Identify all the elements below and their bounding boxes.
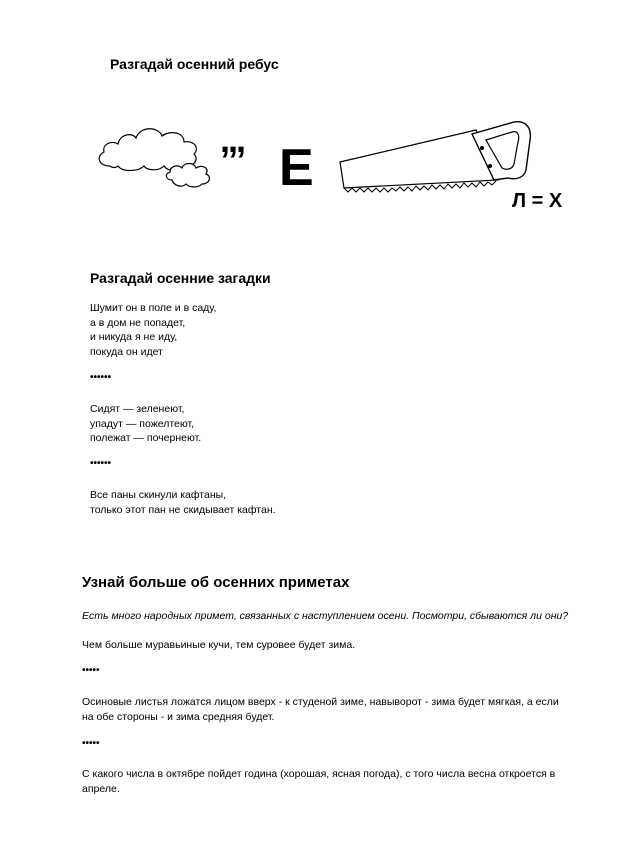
- riddles-title: Разгадай осенние загадки: [90, 270, 271, 286]
- omen-1: Чем больше муравьиные кучи, тем суровее будет зима.: [82, 639, 356, 651]
- omen-separator: •••••: [82, 738, 100, 749]
- omens-title: Узнай больше об осенних приметах: [82, 574, 350, 591]
- rebus-letter: Е: [279, 139, 314, 197]
- riddle-1: Шумит он в поле и в саду, а в дом не попадет, и никуда я не иду, покуда он идет: [90, 302, 217, 358]
- omen-separator: •••••: [82, 665, 100, 676]
- cloud-icon: [92, 118, 222, 198]
- rebus-quotes: ,,,: [220, 119, 245, 160]
- omen-2: Осиновые листья ложатся лицом вверх - к студеной зиме, навыворот - зима будет мягкая, а если на обе стороны - и зима средняя будет.: [82, 696, 559, 723]
- rebus-title: Разгадай осенний ребус: [110, 56, 279, 72]
- riddle-separator: ••••••: [90, 372, 112, 383]
- saw-icon: [336, 118, 546, 198]
- riddle-3: Все паны скинули кафтаны, только этот пан не скидывает кафтан.: [90, 489, 276, 516]
- rebus-formula: Л = Х: [512, 190, 563, 212]
- omens-intro: Есть много народных примет, связанных с наступлением осени. Посмотри, сбываются ли они?: [82, 610, 569, 622]
- omen-3: С какого числа в октябре пойдет година (хорошая, ясная погода), с того числа весна откроется в апреле.: [82, 768, 556, 795]
- riddle-separator: ••••••: [90, 458, 112, 469]
- riddle-2: Сидят — зеленеют, упадут — пожелтеют, полежат — почернеют.: [90, 403, 202, 444]
